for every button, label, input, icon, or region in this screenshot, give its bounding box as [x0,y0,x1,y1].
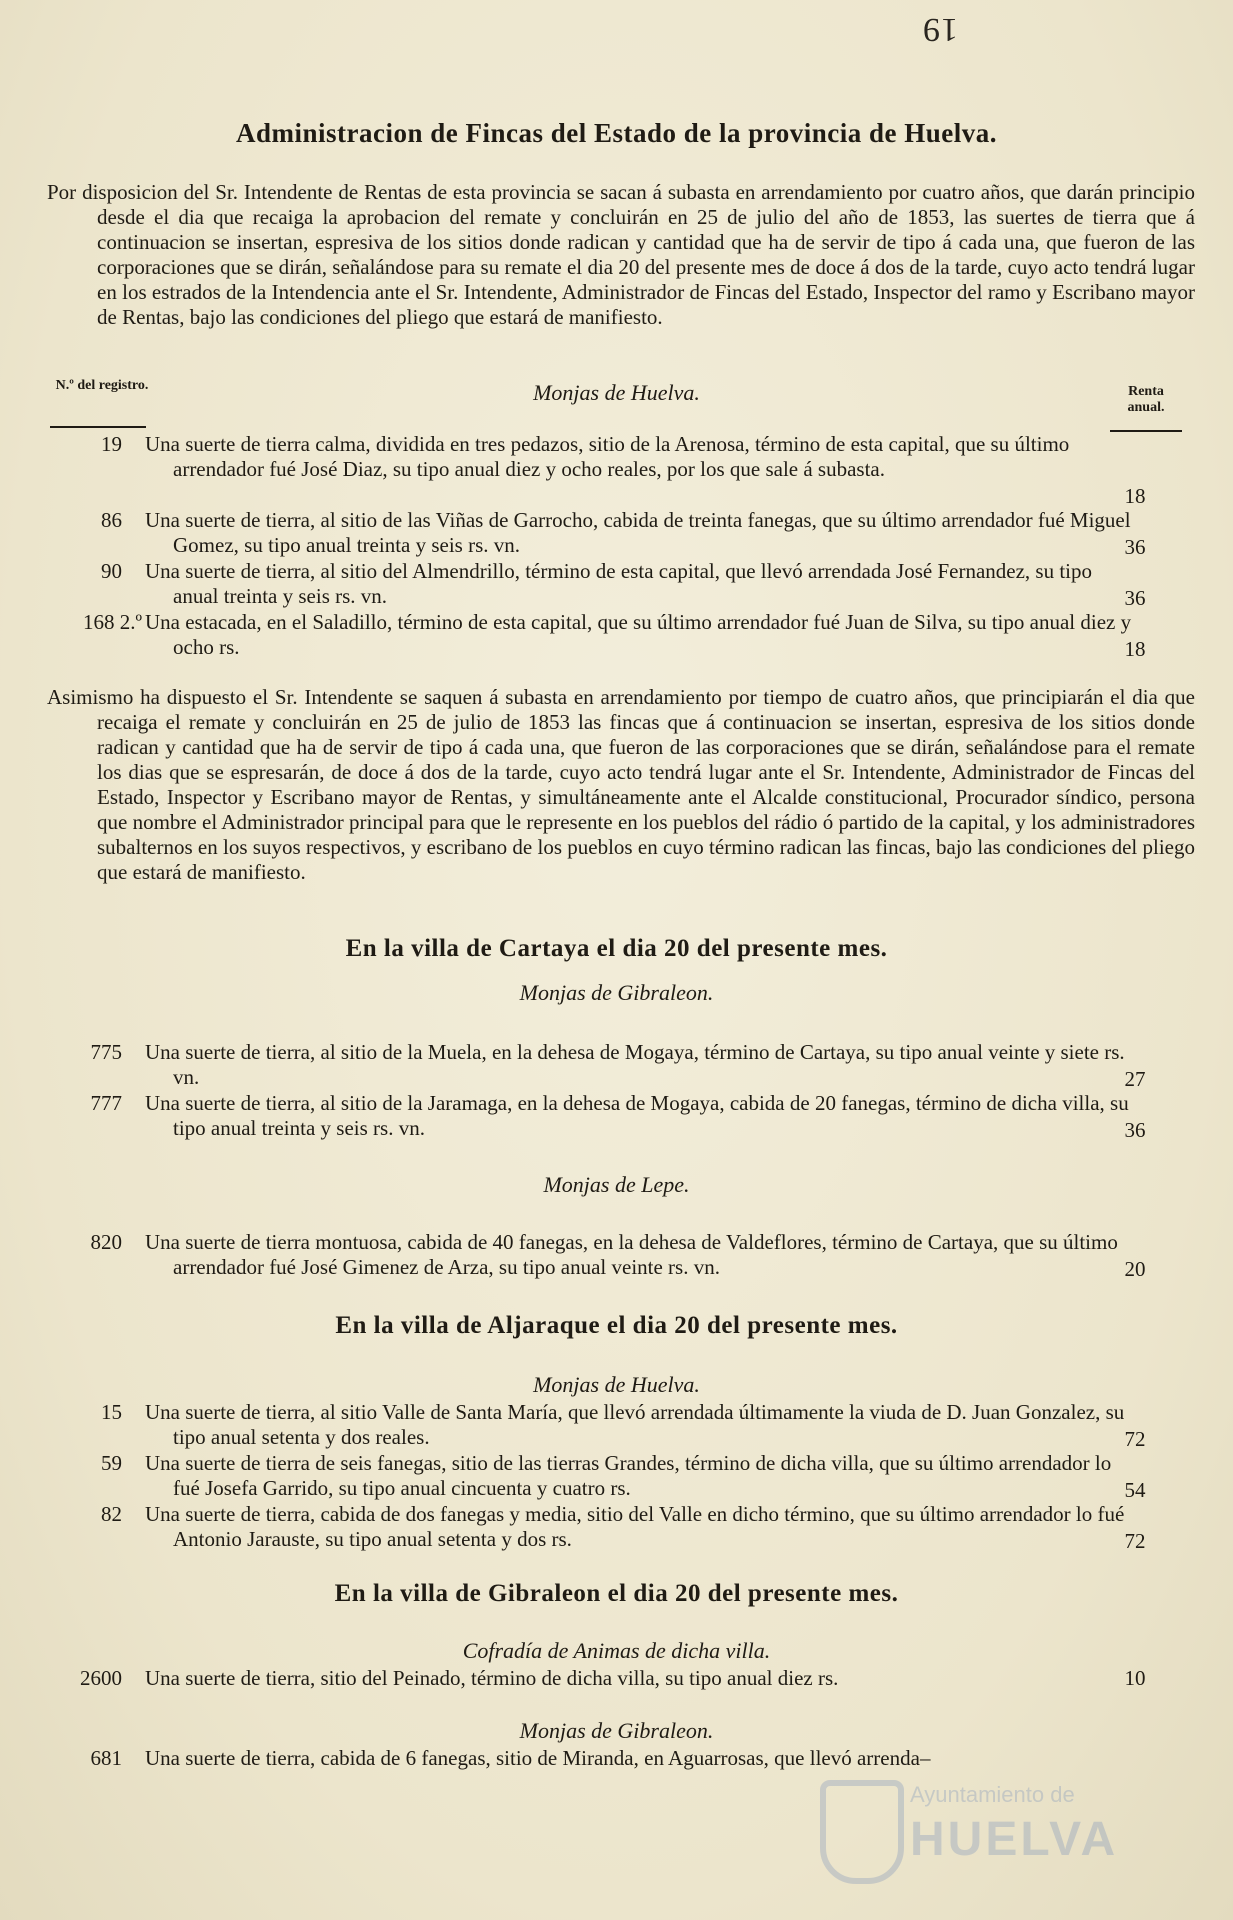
shield-icon [820,1780,904,1884]
entry-rent: 36 [1124,586,1146,610]
entry-rent: 72 [1124,1427,1146,1451]
column-header-register: N.º del registro. [55,378,149,393]
entry-text: Una suerte de tierra, al sitio de la Muela, en la dehesa de Mogaya, término de Cartaya, su tipo anual veinte y siete rs. vn. [145,1040,1125,1089]
entry-text: Una suerte de tierra, sitio del Peinado, término de dicha villa, su tipo anual diez rs. [145,1666,839,1690]
group-heading-monjas-gibraleon: Monjas de Gibraleon. [519,980,714,1005]
entry-text: Una suerte de tierra, cabida de dos fanegas y media, sitio del Valle en dicho término, que su último arrendador lo fué Antonio Jarauste, su tipo anual setenta y dos rs. [145,1502,1125,1551]
entry-number: 681 [90,1746,122,1770]
intro-text-2: Asimismo ha dispuesto el Sr. Intendente se saquen á subasta en arrendamiento por tiempo de cuatro años, que principiarán el dia que recaiga el remate y concluirán en 25 de julio de 1853 las fincas que á continuacion se insertan, espresiva de los sitios donde radican y cantidad que ha de servir de tipo á cada una, que fueron de las corporaciones que se dirán, señalándose para el remate los dias que se espresarán, de doce á dos de la tarde, cuyo acto tendrá lugar ante el Sr. Intendente, Administrador de Fincas del Estado, Inspector y Escribano mayor de Rentas, y simultáneamente ante el Alcalde constitucional, Procurador síndico, persona que nombre el Administrador principal para que le represente en los pueblos del rádio ó partido de la capital, y los administradores subalternos en los suyos respectivos, y escribano de los pueblos en cuyo término radican las fincas, bajo las condiciones del pliego que estará de manifiesto. [47,685,1195,884]
entry-number: 820 [90,1230,122,1254]
entry-text: Una suerte de tierra, al sitio de las Viñas de Garrocho, cabida de treinta fanegas, que su último arrendador fué Miguel Gomez, su tipo anual treinta y seis rs. vn. [145,508,1131,557]
folio-number: 19 [922,11,958,48]
entry-rent: 18 [1124,484,1146,508]
entry-number: 90 [101,559,122,583]
watermark-stamp [820,1770,1150,1890]
section-heading-aljaraque: En la villa de Aljaraque el dia 20 del presente mes. [335,1312,898,1339]
entry-number: 59 [101,1451,122,1475]
entry-text: Una suerte de tierra, al sitio de la Jaramaga, en la dehesa de Mogaya, cabida de 20 fanegas, término de dicha villa, su tipo anual treinta y seis rs. vn. [145,1091,1129,1140]
entry-rent: 54 [1124,1478,1146,1502]
stamp-line-2: HUELVA [910,1813,1119,1866]
entry-number: 168 2.º [82,610,142,634]
entry-text: Una suerte de tierra, al sitio del Almendrillo, término de esta capital, que llevó arrendada José Fernandez, su tipo anual treinta y seis rs. vn. [145,559,1093,608]
group-heading-monjas-huelva: Monjas de Huelva. [533,380,700,405]
entry-text: Una suerte de tierra de seis fanegas, sitio de las tierras Grandes, término de dicha villa, que su último arrendador lo fué Josefa Garrido, su tipo anual cincuenta y cuatro rs. [145,1451,1112,1500]
entry-rent: 20 [1124,1257,1146,1281]
page-title: Administracion de Fincas del Estado de la provincia de Huelva. [235,118,998,148]
entry-rent: 72 [1124,1529,1146,1553]
entry-rent: 27 [1124,1067,1146,1091]
section-heading-cartaya: En la villa de Cartaya el dia 20 del presente mes. [345,935,888,962]
section-heading-gibraleon: En la villa de Gibraleon el dia 20 del presente mes. [334,1580,899,1607]
intro-paragraph-1 [47,180,1195,330]
entry-rent: 18 [1124,637,1146,661]
group-heading-monjas-huelva-2: Monjas de Huelva. [533,1372,700,1397]
entry-text: Una suerte de tierra calma, dividida en tres pedazos, sitio de la Arenosa, término de esta capital, que su último arrendador fué José Diaz, su tipo anual diez y ocho reales, por los que sale á subasta. [145,432,1070,481]
entry-number: 2600 [80,1666,122,1690]
entry-number: 777 [90,1091,122,1115]
intro-paragraph-2 [47,685,1195,885]
entry-text: Una estacada, en el Saladillo, término de esta capital, que su último arrendador fué Juan de Silva, su tipo anual diez y ocho rs. [145,610,1132,659]
entry-text: Una suerte de tierra montuosa, cabida de 40 fanegas, en la dehesa de Valdeflores, término de Cartaya, que su último arrendador fué José Gimenez de Arza, su tipo anual veinte rs. vn. [145,1230,1118,1279]
header-rule-left [50,426,146,428]
entry-text: Una suerte de tierra, al sitio Valle de Santa María, que llevó arrendada últimamente la viuda de D. Juan Gonzalez, su tipo anual setenta y dos reales. [145,1400,1125,1449]
entry-number: 82 [101,1502,122,1526]
entry-number: 15 [101,1400,122,1424]
group-heading-cofradia: Cofradía de Animas de dicha villa. [462,1638,771,1663]
entry-number: 86 [101,508,122,532]
group-heading-monjas-gibraleon-2: Monjas de Gibraleon. [519,1718,714,1743]
entry-rent: 36 [1124,1118,1146,1142]
entry-text: Una suerte de tierra, cabida de 6 fanegas, sitio de Miranda, en Aguarrosas, que llevó arrenda– [145,1746,931,1770]
entry-number: 19 [101,432,122,456]
column-header-rent: Renta anual. [1127,384,1165,415]
stamp-line-1: Ayuntamiento de [910,1782,1075,1807]
entry-rent: 10 [1124,1666,1146,1690]
group-heading-monjas-lepe: Monjas de Lepe. [543,1172,690,1197]
entry-rent: 36 [1124,535,1146,559]
intro-text-1: Por disposicion del Sr. Intendente de Rentas de esta provincia se sacan á subasta en arrendamiento por cuatro años, que darán principio desde el dia que recaiga la aprobacion del remate y concluirán en 25 de julio del año de 1853, las suertes de tierra que á continuacion se insertan, espresiva de los sitios donde radican y cantidad que ha de servir de tipo á cada una, que fueron de las corporaciones que se dirán, señalándose para su remate el dia 20 del presente mes de doce á dos de la tarde, cuyo acto tendrá lugar en los estrados de la Intendencia ante el Sr. Intendente, Administrador de Fincas del Estado, Inspector del ramo y Escribano mayor de Rentas, bajo las condiciones del pliego que estará de manifiesto. [47,180,1195,329]
entry-number: 775 [90,1040,122,1064]
